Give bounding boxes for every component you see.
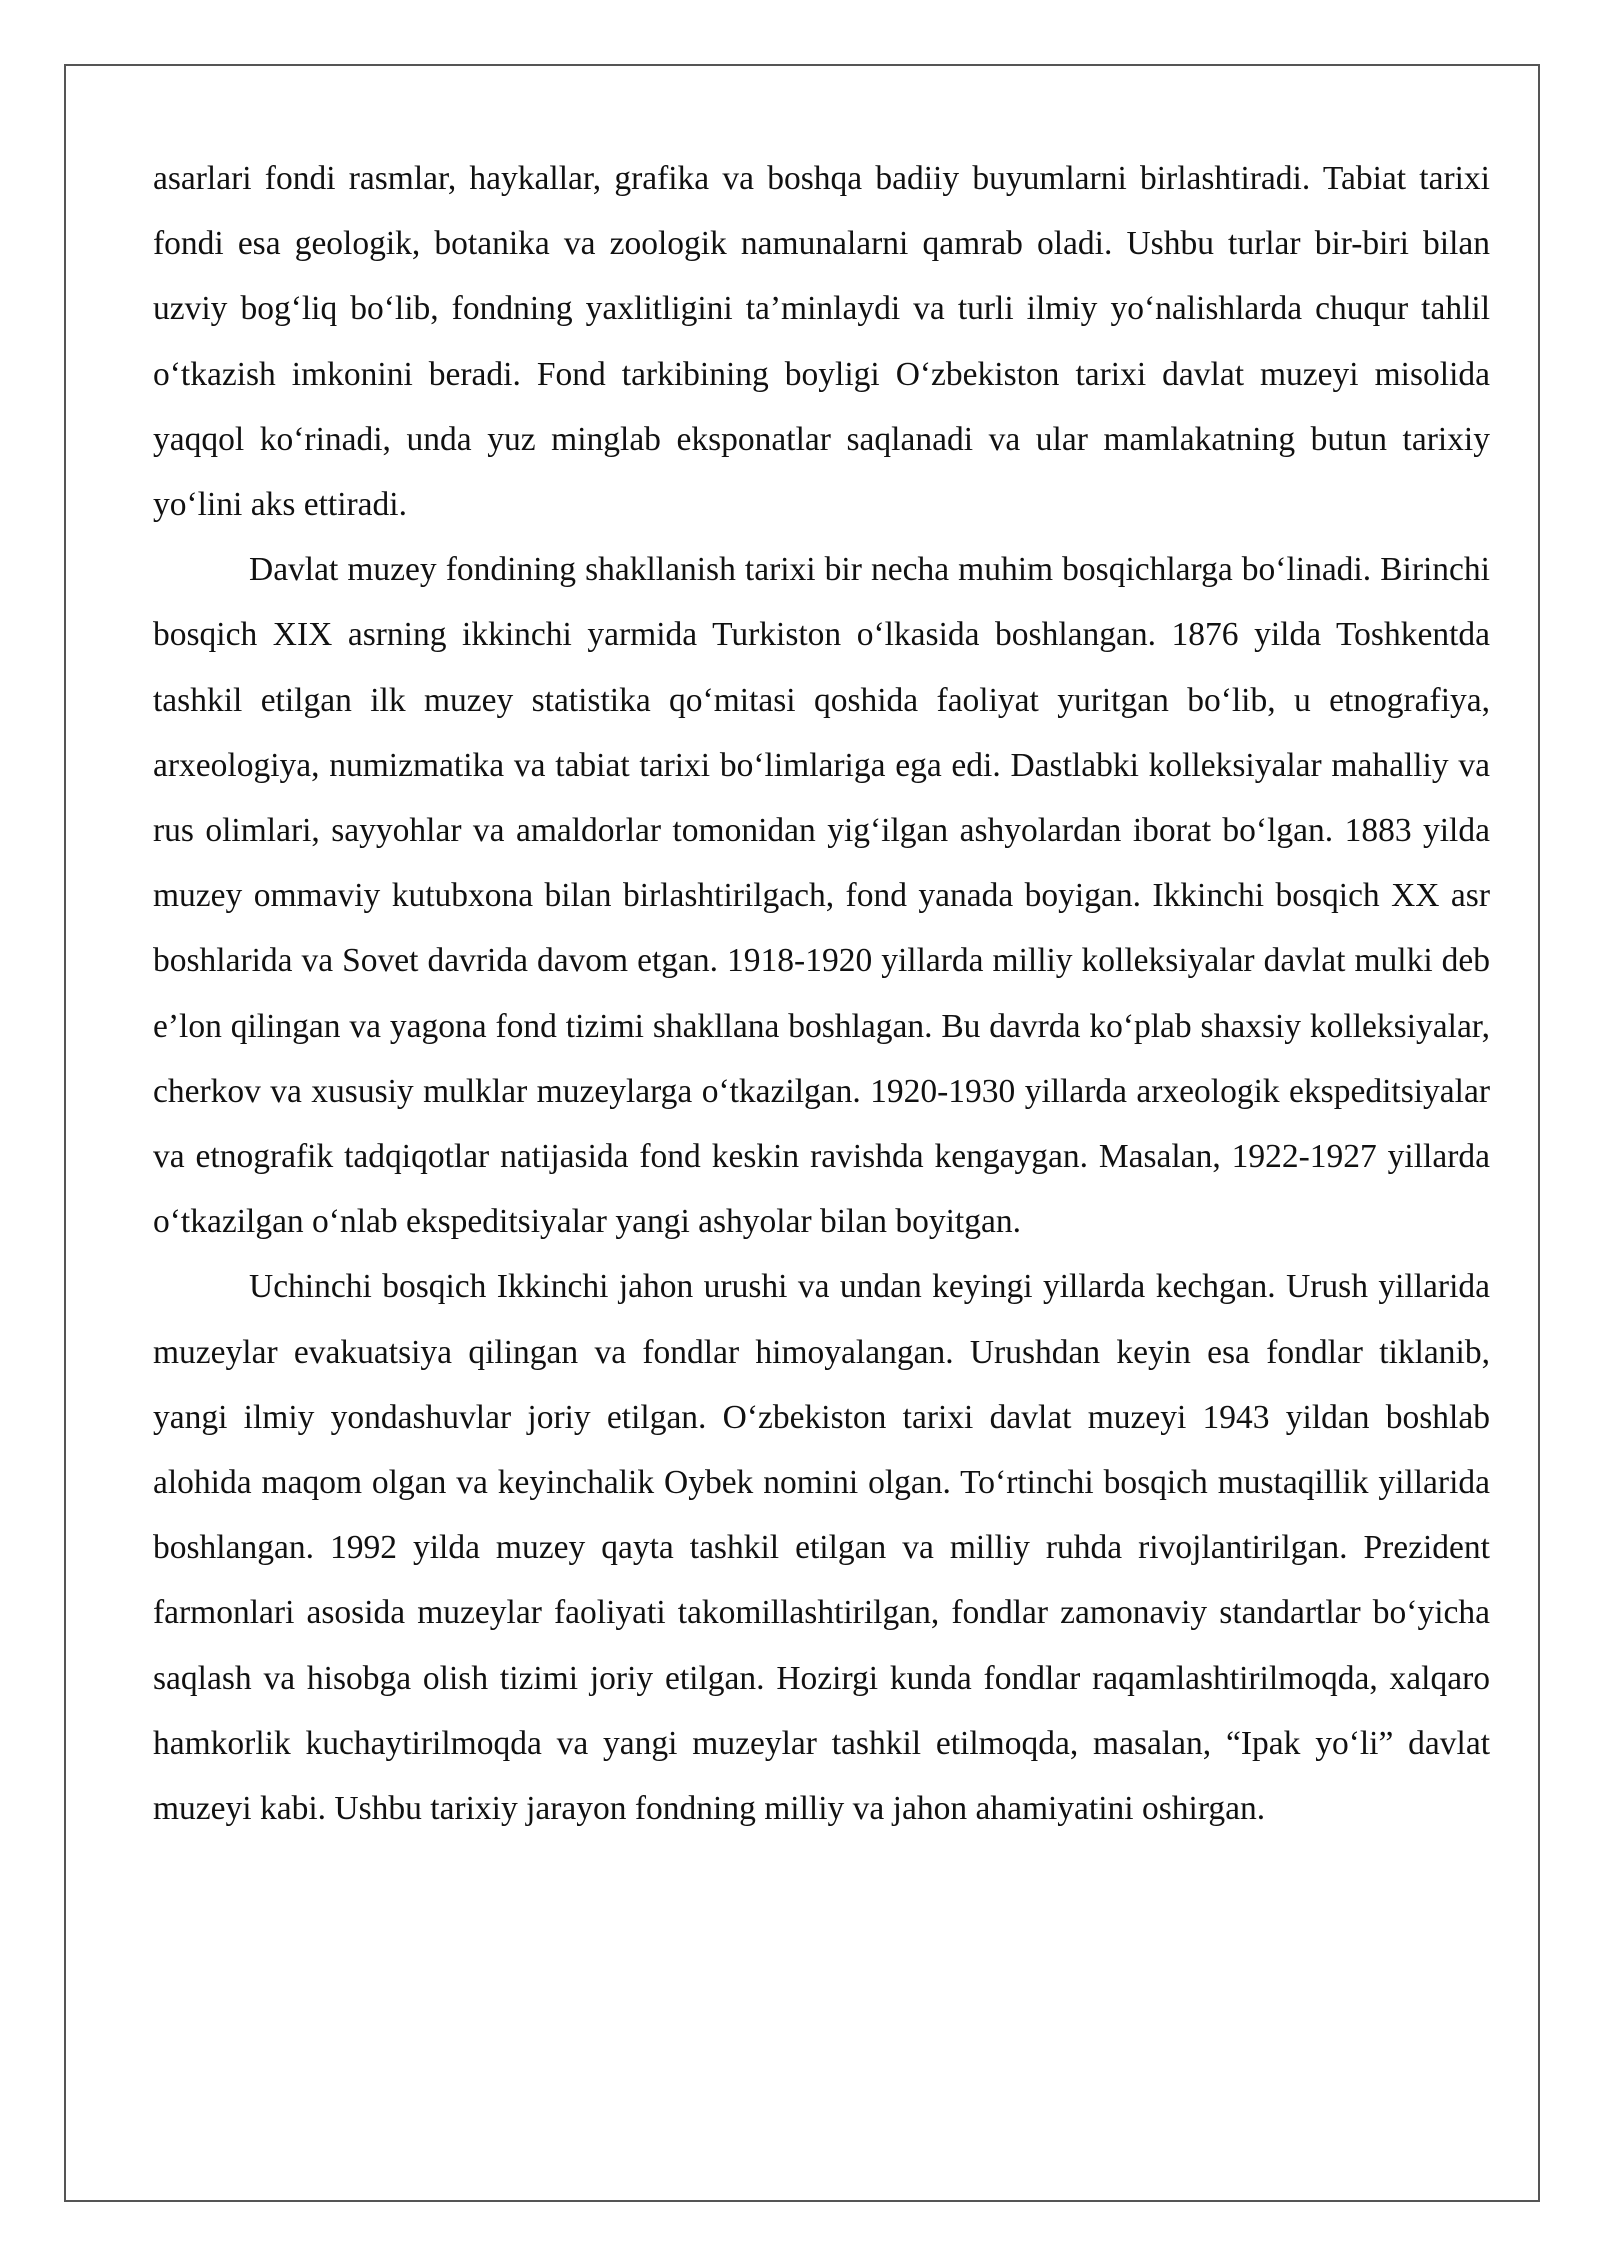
paragraph-3: Uchinchi bosqich Ikkinchi jahon urushi va undan keyingi yillarda kechgan. Urush yillarida muzeylar evakuatsiya qilingan va fondlar himoyalangan. Urushdan keyin esa fondlar tiklanib, yangi ilmiy yondashuvlar joriy etilgan. O‘zbekiston tarixi davlat muzeyi 1943 yildan boshlab alohida maqom olgan va keyinchalik Oybek nomini olgan. To‘rtinchi bosqich mustaqillik yillarida boshlangan. 1992 yilda muzey qayta tashkil etilgan va milliy ruhda rivojlantirilgan. Prezident farmonlari asosida muzeylar faoliyati takomillashtirilgan, fondlar zamonaviy standartlar bo‘yicha saqlash va hisobga olish tizimi joriy etilgan. Hozirgi kunda fondlar raqamlashtirilmoqda, xalqaro hamkorlik kuchaytirilmoqda va yangi muzeylar tashkil etilmoqda, masalan, “Ipak yo‘li” davlat muzeyi kabi. Ushbu tarixiy jarayon fondning milliy va jahon ahamiyatini oshirgan.: [153, 1268, 1490, 1828]
paragraph-2: Davlat muzey fondining shakllanish tarixi bir necha muhim bosqichlarga bo‘linadi. Birinchi bosqich XIX asrning ikkinchi yarmida Turkiston o‘lkasida boshlangan. 1876 yilda Toshkentda tashkil etilgan ilk muzey statistika qo‘mitasi qoshida faoliyat yuritgan bo‘lib, u etnografiya, arxeologiya, numizmatika va tabiat tarixi bo‘limlariga ega edi. Dastlabki kolleksiyalar mahalliy va rus olimlari, sayyohlar va amaldorlar tomonidan yig‘ilgan ashyolardan iborat bo‘lgan. 1883 yilda muzey ommaviy kutubxona bilan birlashtirilgach, fond yanada boyigan. Ikkinchi bosqich XX asr boshlarida va Sovet davrida davom etgan. 1918-1920 yillarda milliy kolleksiyalar davlat mulki deb e’lon qilingan va yagona fond tizimi shakllana boshlagan. Bu davrda ko‘plab shaxsiy kolleksiyalar, cherkov va xususiy mulklar muzeylarga o‘tkazilgan. 1920-1930 yillarda arxeologik ekspeditsiyalar va etnografik tadqiqotlar natijasida fond keskin ravishda kengaygan. Masalan, 1922-1927 yillarda o‘tkazilgan o‘nlab ekspeditsiyalar yangi ashyolar bilan boyitgan.: [153, 551, 1490, 1241]
paragraph-1: asarlari fondi rasmlar, haykallar, grafika va boshqa badiiy buyumlarni birlashtiradi. Tabiat tarixi fondi esa geologik, botanika va zoologik namunalarni qamrab oladi. Ushbu turlar bir-biri bilan uzviy bog‘liq bo‘lib, fondning yaxlitligini ta’minlaydi va turli ilmiy yo‘nalishlarda chuqur tahlil o‘tkazish imkonini beradi. Fond tarkibining boyligi O‘zbekiston tarixi davlat muzeyi misolida yaqqol ko‘rinadi, unda yuz minglab eksponatlar saqlanadi va ular mamlakatning butun tarixiy yo‘lini aks ettiradi.: [153, 160, 1490, 524]
document-body: [153, 146, 1490, 1841]
